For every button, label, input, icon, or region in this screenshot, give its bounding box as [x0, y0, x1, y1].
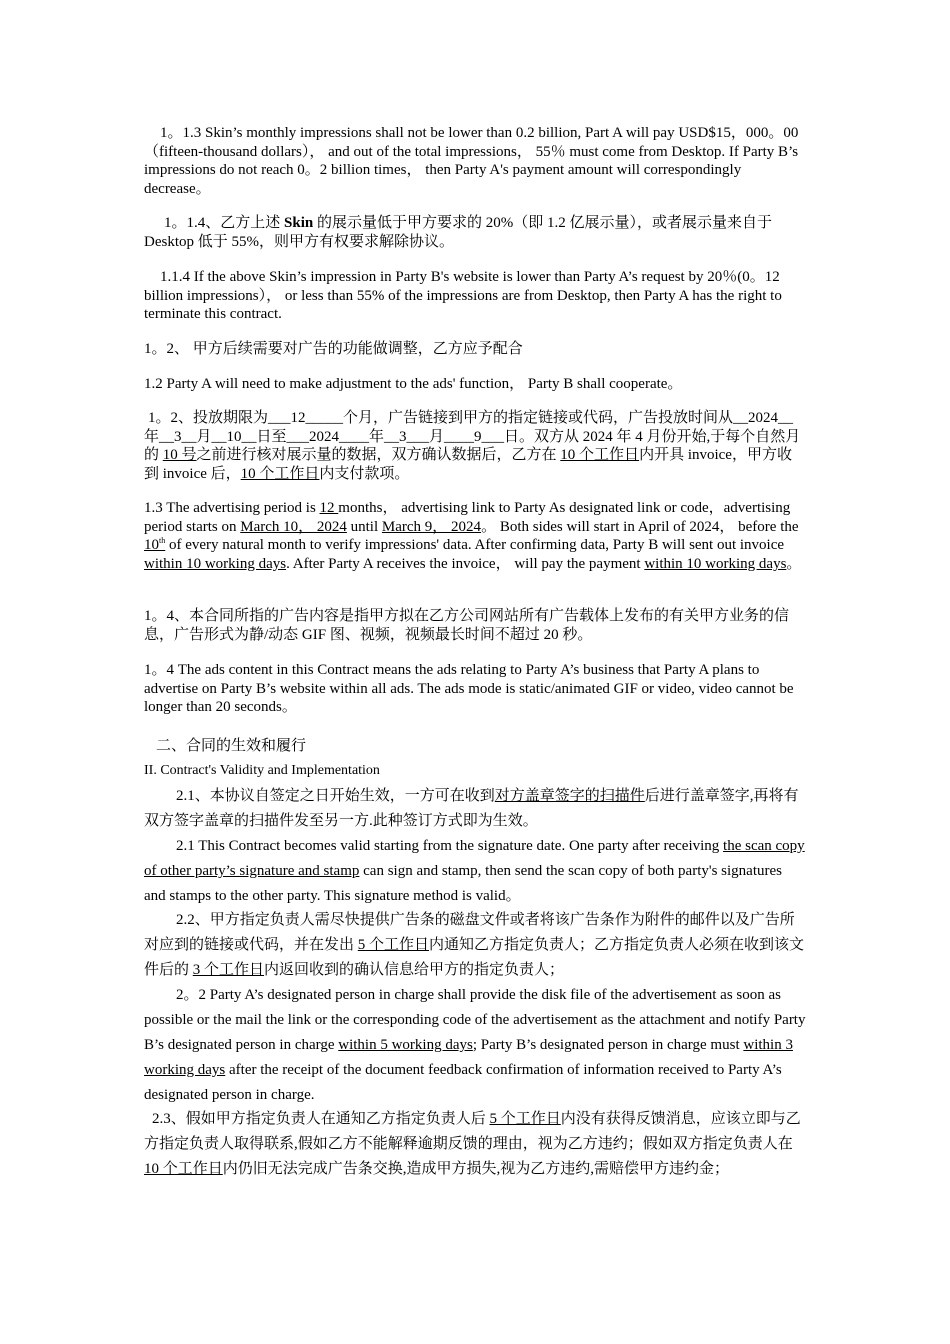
clause-text: . After Party A receives the invoice， will pay the payment: [286, 555, 645, 572]
clause-text: 内通知乙方指定负责人；乙方指定负责人必须在收到该文件后的: [144, 937, 805, 978]
clause-text: 内开具 invoice，甲方收到 invoice 后，: [144, 447, 792, 482]
clause-text: can sign and stamp, then send the scan copy of both party's signatures and stamps to the other party. This signature method is valid。: [144, 863, 782, 904]
clause-1-1-4-zh: [144, 214, 806, 251]
underlined-term: [144, 537, 165, 553]
ordinal-suffix: th: [159, 536, 166, 546]
clause-text: 的展示量低于甲方要求的 20%（即 1.2 亿展示量），或者展示量来自于 Desktop 低于 55%，则甲方有权要求解除协议。: [144, 215, 772, 250]
clause-text: 。: [786, 555, 802, 572]
underlined-term: within 3 working days: [144, 1037, 793, 1078]
clause-1-4-zh: [144, 607, 806, 644]
clause-text: 内没有获得反馈消息，应该立即与乙方指定负责人取得联系,假如乙方不能解释逾期反馈的理由，视为乙方违约；假如双方指定负责人在: [144, 1111, 801, 1152]
clause-text: 1.3 The advertising period is: [144, 500, 320, 516]
clause-text: 2.1、本协议自签定之日开始生效，一方可在收到: [176, 788, 495, 804]
underlined-term: 10 个工作日: [560, 447, 640, 464]
clause-2-1-en: [144, 834, 806, 909]
clause-text: 后进行盖章签字,再将有双方签字盖章的扫描件发至另一方.此种签订方式即为生效。: [144, 788, 799, 829]
clause-1-3-en: [144, 499, 806, 573]
section-heading-zh: [144, 737, 806, 756]
clause-text: of every natural month to verify impressions' data. After confirming data, Party B will sent out invoice: [165, 537, 785, 554]
underlined-term: the scan copy of other party’s signature and stamp: [144, 838, 805, 879]
underlined-term: 5 个工作日: [489, 1111, 561, 1127]
clause-text: ; Party B’s designated person in charge must: [472, 1037, 744, 1053]
section-heading-en: [144, 762, 806, 781]
clause-2-1-zh: [144, 784, 806, 834]
clause-text: 2。2 Party A’s designated person in charge shall provide the disk file of the advertisement as soon as possible or the mail the link or the corresponding code of the advertisement as the attachment and notify Party B’s designated person in charge: [144, 987, 806, 1053]
clause-text: months， advertising link to Party As designated link or code，advertising period starts on: [144, 500, 791, 535]
underlined-term: March 10， 2024: [240, 518, 347, 535]
clause-text: 内返回收到的确认信息给甲方的指定负责人；: [264, 962, 565, 978]
underlined-term: 12: [319, 500, 339, 516]
ordinal-number: 10: [144, 537, 159, 554]
underlined-term: March 9， 2024: [381, 518, 482, 535]
clause-2-2-zh: [144, 908, 806, 983]
clause-text: 1.2 Party A will need to make adjustment to the ads' function， Party B shall cooperate。: [144, 376, 683, 392]
clause-text: 。 Both sides will start in April of 2024， before the: [481, 518, 799, 535]
clause-text: 1。1.3 Skin’s monthly impressions shall not be lower than 0.2 billion, Part A will pay USD$15，000。00 （fifteen-thousand dollars）， and out of the total impressions， 55％ must come from Desktop. If Party B’s impressions do not reach 0。2 billion times， then Party A's payment amount will correspondingly decrease。: [144, 125, 799, 197]
clause-text: 2.2、甲方指定负责人需尽快提供广告条的磁盘文件或者将该广告条作为附件的邮件以及广告所对应到的链接或代码，并在发出: [144, 912, 795, 953]
clause-1-2-zh: [144, 340, 806, 359]
clause-text: 1。1.4、乙方上述: [164, 215, 285, 231]
underlined-term: 10 个工作日: [144, 1161, 223, 1177]
clause-text: 2.1 This Contract becomes valid starting from the signature date. One party after receiving: [176, 838, 724, 854]
underlined-term: 10 个工作日: [240, 465, 320, 482]
bold-term: Skin: [284, 215, 314, 231]
underlined-term: 3 个工作日: [192, 962, 265, 978]
clause-2-3-zh: [144, 1107, 806, 1182]
clause-1-2-period-zh: [144, 409, 806, 483]
clause-1-1-4-en: [144, 268, 806, 324]
underlined-term: 对方盖章签字的扫描件: [494, 788, 645, 804]
clause-text: 内仍旧无法完成广告条交换,造成甲方损失,视为乙方违约,需赔偿甲方违约金；: [222, 1161, 730, 1177]
clause-text: after the receipt of the document feedback confirmation of information received to Party A’s designated person in charge.: [144, 1062, 782, 1103]
clause-text: 1。2、 甲方后续需要对广告的功能做调整，乙方应予配合: [144, 341, 523, 357]
heading-text: II. Contract's Validity and Implementation: [144, 763, 380, 778]
underlined-term: within 5 working days: [338, 1037, 473, 1053]
clause-text: until: [346, 518, 382, 535]
underlined-term: within 10 working days: [144, 555, 287, 572]
heading-text: 二、合同的生效和履行: [156, 738, 307, 754]
underlined-term: within 10 working days: [644, 555, 787, 572]
clause-1-2-en: [144, 375, 806, 394]
underlined-term: 5 个工作日: [357, 937, 430, 953]
clause-2-2-en: [144, 983, 806, 1108]
clause-text: 1。4 The ads content in this Contract means the ads relating to Party A’s business that Party A plans to advertise on Party B’s website within all ads. The ads mode is static/animated GIF or video, video cannot be longer than 20 seconds。: [144, 662, 794, 716]
clause-text: 1。4、本合同所指的广告内容是指甲方拟在乙方公司网站所有广告载体上发布的有关甲方业务的信息，广告形式为静/动态 GIF 图、视频，视频最长时间不超过 20 秒。: [144, 608, 790, 643]
underlined-term: 10 号: [162, 447, 197, 464]
clause-text: 1。2、投放期限为___12_____个月，广告链接到甲方的指定链接或代码，广告投放时间从__2024__年__3__月__10__日至___2024____年__3___月____9___日。双方从 2024 年 4 月份开始,于每个自然月的: [144, 410, 801, 464]
clause-1-4-en: [144, 661, 806, 717]
clause-text: 1.1.4 If the above Skin’s impression in Party B's website is lower than Party A’s request by 20％(0。12 billion impressions）， or less than 55% of the impressions are from Desktop, then Party A has the right to terminate this contract.: [144, 269, 782, 323]
clause-1-1-3-en: [144, 124, 806, 198]
clause-text: 之前进行核对展示量的数据，双方确认数据后，乙方在: [196, 447, 561, 464]
clause-text: 内支付款项。: [319, 465, 410, 482]
clause-text: 2.3、假如甲方指定负责人在通知乙方指定负责人后: [152, 1111, 490, 1127]
